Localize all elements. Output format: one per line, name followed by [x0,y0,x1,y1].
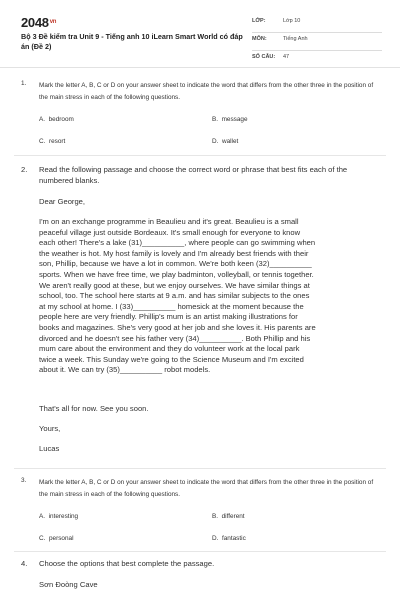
passage-line: We aren't really good at these, but we enjoy ourselves. We have similar things at [39,280,310,290]
passage-title: Sơn Đoòng Cave [39,580,98,589]
question-text: Choose the options that best complete the passage. [39,559,215,568]
site-logo[interactable] [21,15,56,30]
page-header [0,0,400,62]
passage-line: at my school at home. I (33)__________ homesick at the moment because the [39,301,304,311]
question-text: Read the following passage and choose the correct word or phrase that best fits each of the numbered blanks. [39,165,348,185]
meta-value: Lớp 10 [283,18,301,24]
option-c[interactable]: C. resort [39,138,66,145]
option-a[interactable]: A. bedroom [39,116,74,123]
question-separator [14,155,386,156]
option-b[interactable]: B. different [212,513,245,520]
passage-line: sports. When we have free time, we play badminton, volleyball, or tennis together. [39,269,314,279]
letter-signature: Lucas [39,444,60,453]
passage-line: peaceful village just outside Bordeaux. It's small enough for everyone to know [39,227,301,237]
passage-line: I'm on an exchange programme in Beaulieu and it's great. Beaulieu is a small [39,217,299,226]
option-b[interactable]: B. message [212,116,248,123]
question-text: Mark the letter A, B, C or D on your answer sheet to indicate the word that differs from the other three in the position of the main stress in each of the following questions. [39,479,374,498]
logo-suffix: vn [49,19,57,25]
question-text: Mark the letter A, B, C or D on your answer sheet to indicate the word that differs from the other three in the position of the main stress in each of the following questions. [39,82,374,101]
passage-line: mum care about the environment and they do volunteer work at the local park [39,344,300,354]
passage-line: books and magazines. She's very good at her job and she loves it. His parents are [39,322,316,332]
option-c[interactable]: C. personal [39,535,74,542]
option-d[interactable]: D. wallet [212,138,239,145]
meta-value: 47 [283,54,290,60]
passage-line: twice a week. This Sunday we're going to the Science Museum and I'm excited [39,354,304,364]
passage-line: each other! There's a lake (31)__________, where people can go swimming when [39,238,316,248]
option-a[interactable]: A. interesting [39,513,79,520]
passage-line: son, Phillip, because we have a lot in common. We're both keen (32)__________ [39,259,312,269]
question-number: 3. [21,477,27,484]
passage-line: about it. We can try (35)__________ robot models. [39,365,211,375]
meta-row-count [252,51,382,68]
header-divider [0,67,400,68]
logo-text: 2048 [21,15,49,30]
question-separator [14,551,386,552]
question-number: 2. [21,165,28,174]
meta-value: Tiếng Anh [283,36,308,42]
letter-body [39,217,379,376]
passage-line: divorced and he doesn't see his father very (34)__________. Both Phillip and his [39,333,311,343]
meta-label: LỚP: [252,18,266,24]
question-separator [14,468,386,469]
meta-row-grade [252,15,382,33]
document-meta [252,15,382,68]
document-title: Bộ 3 Đề kiểm tra Unit 9 - Tiếng anh 10 iLearn Smart World có đáp án (Đề 2) [21,32,243,51]
meta-row-subject [252,33,382,51]
passage-line: the weather is hot. My host family is lovely and I'm already best friends with their [39,248,309,258]
meta-label: MÔN: [252,36,267,42]
question-number: 4. [21,559,28,568]
passage-line: people here are very friendly. Phillip's mum is an artist making illustrations for [39,312,298,322]
option-d[interactable]: D. fantastic [212,535,246,542]
letter-signoff: Yours, [39,424,61,433]
letter-greeting: Dear George, [39,197,86,206]
letter-closing: That's all for now. See you soon. [39,404,149,413]
passage-line: school, too. The school here starts at 9 a.m. and has similar subjects to the ones [39,291,310,301]
meta-label: SỐ CÂU: [252,54,276,60]
question-number: 1. [21,80,27,87]
